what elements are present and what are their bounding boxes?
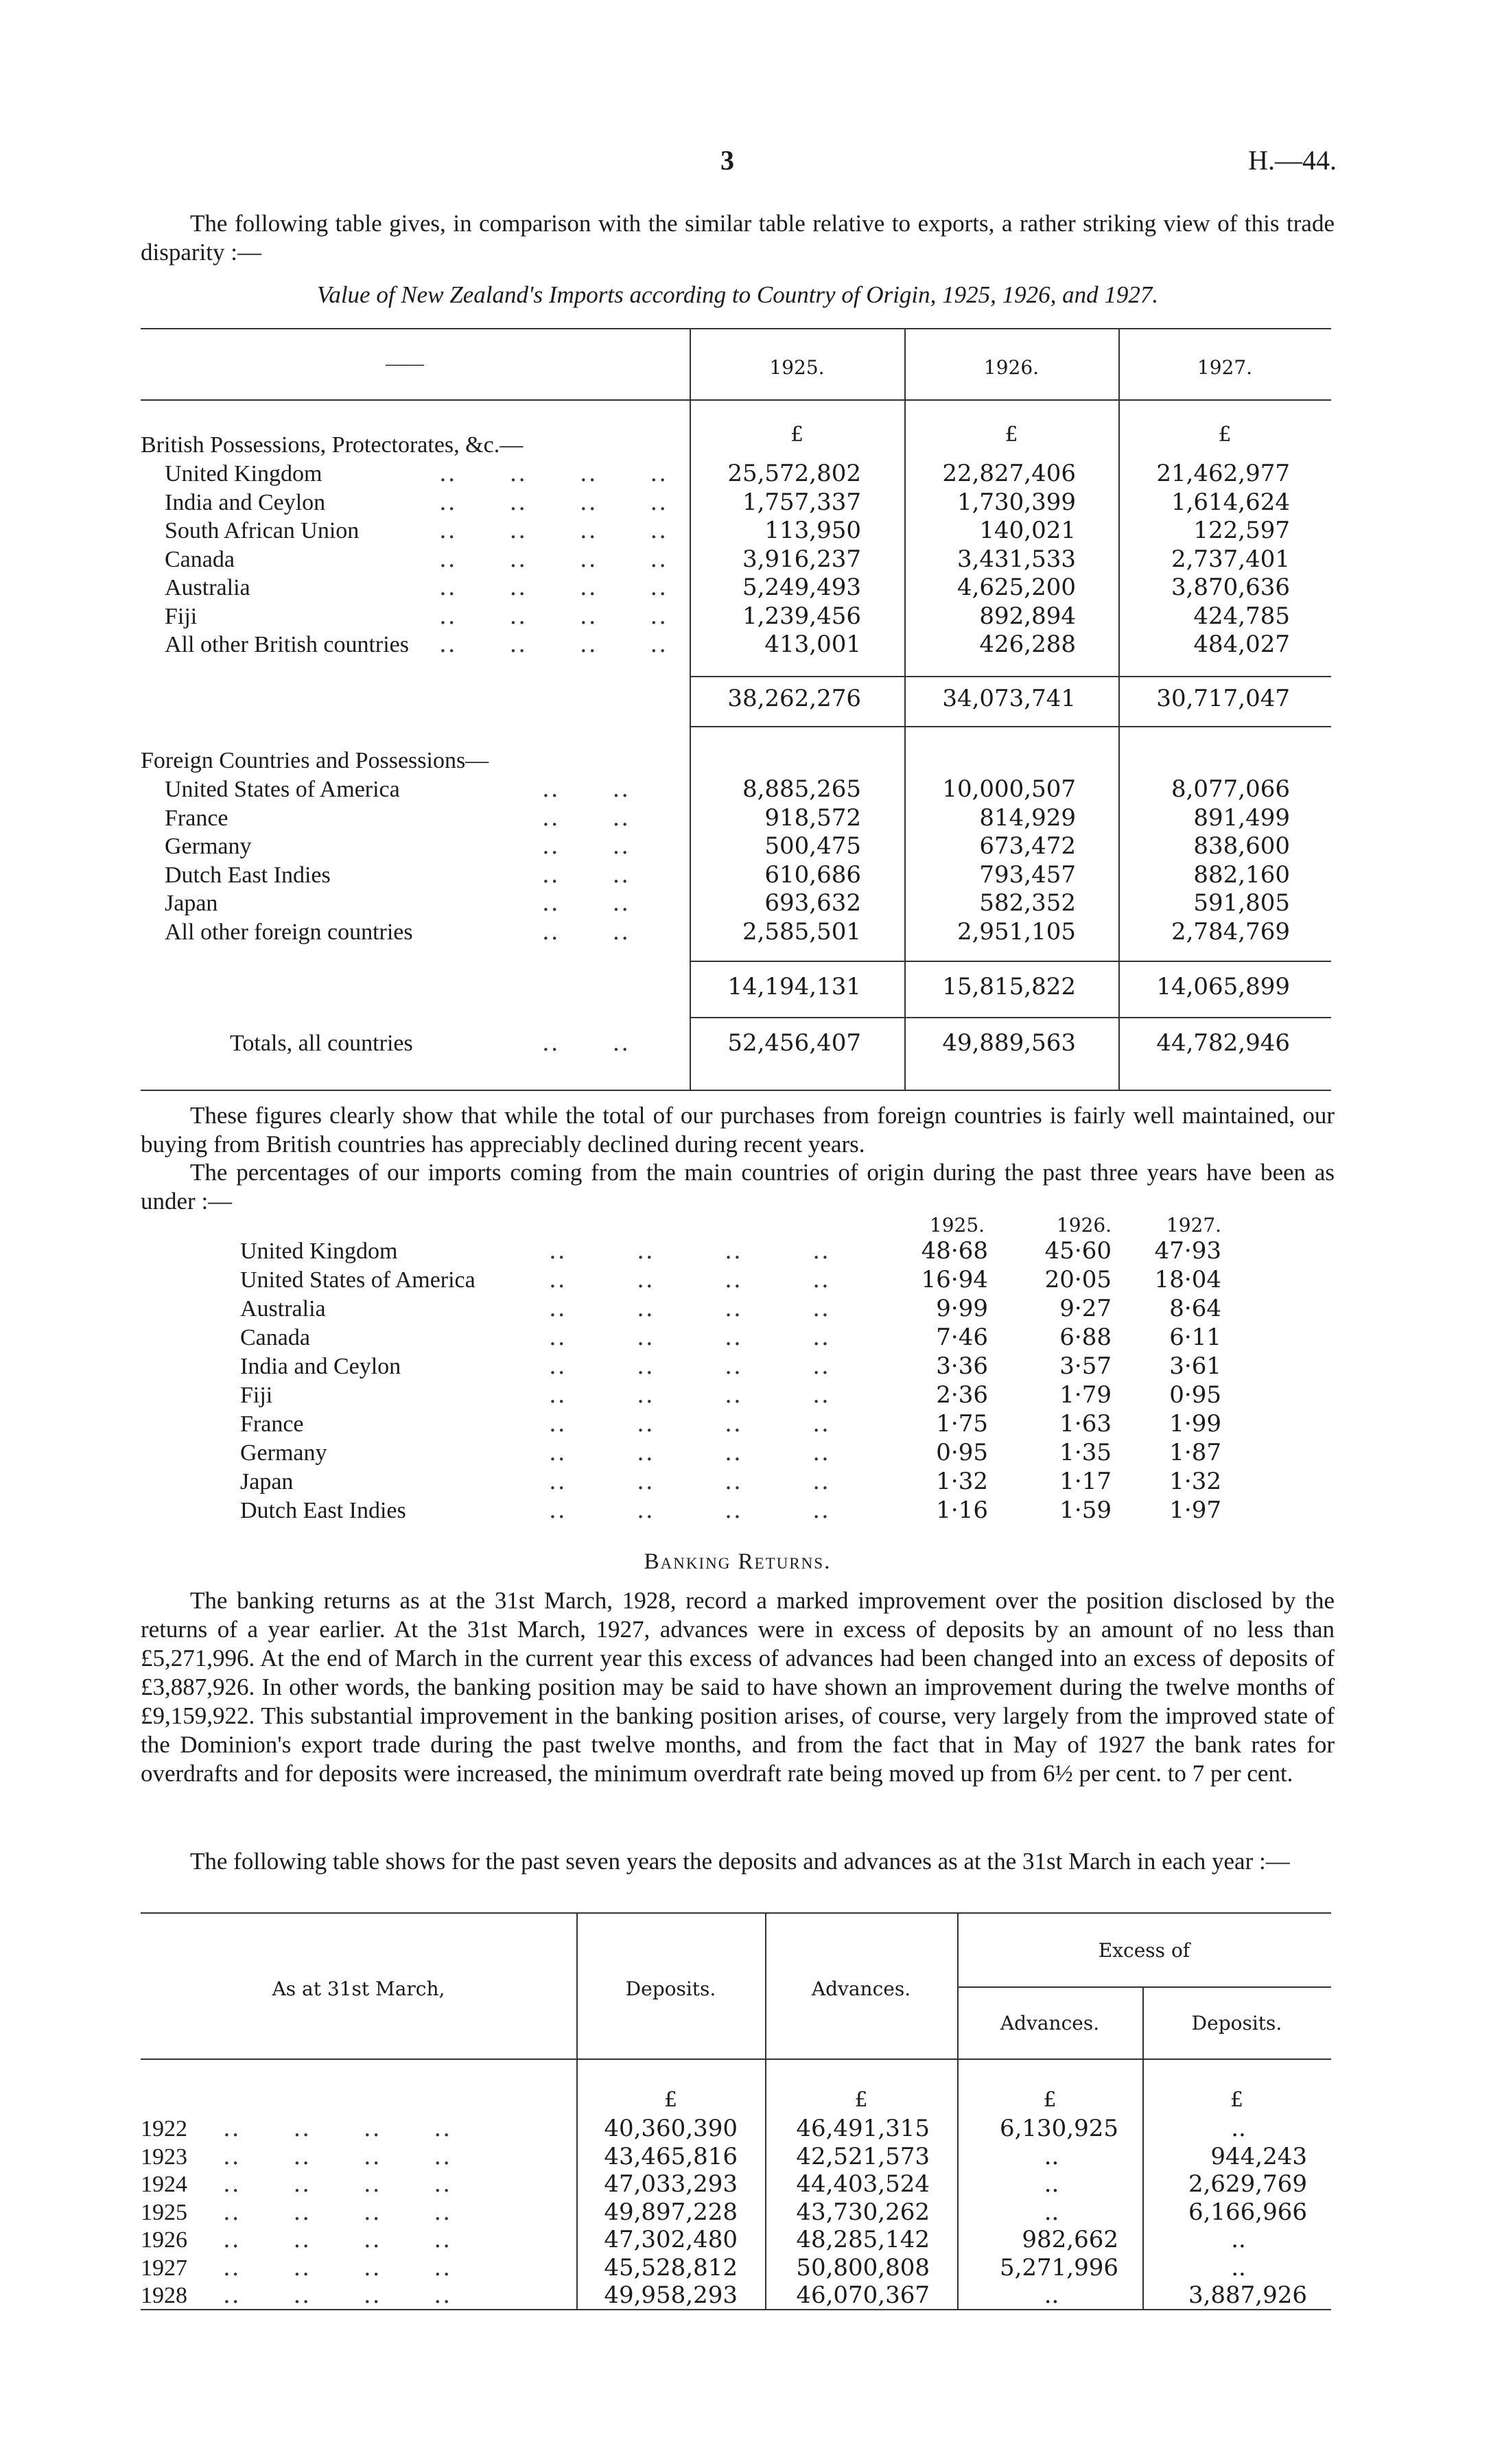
total-1925: 52,456,407 — [727, 1029, 861, 1057]
row-value: 5,249,493 — [742, 574, 861, 601]
pct-value: 47·93 — [1154, 1237, 1221, 1265]
percentages-paragraph: The percentages of our imports coming from the main countries of origin during the past three years have been as under :— — [141, 1159, 1335, 1215]
row-value: 793,457 — [979, 860, 1076, 889]
row-value: 25,572,802 — [727, 460, 861, 487]
totals-label: Totals, all countries — [230, 1031, 413, 1056]
bank-header-asat: As at 31st March, — [272, 1978, 445, 2000]
foreign-subtotal-1925: 14,194,131 — [727, 973, 861, 1000]
pct-value: 0·95 — [936, 1439, 988, 1466]
year-header-1927: 1927. — [1197, 356, 1253, 379]
pct-value: 0·95 — [1169, 1381, 1221, 1409]
bank-value: 43,730,262 — [796, 2198, 930, 2226]
row-country-name: United Kingdom — [165, 461, 322, 486]
row-value: 1,730,399 — [956, 488, 1076, 516]
leader-dots: .. .. .. .. — [439, 488, 668, 516]
bank-year: 1922 — [141, 2116, 187, 2142]
row-value: 140,021 — [979, 517, 1076, 544]
row-value: 8,077,066 — [1171, 775, 1290, 803]
leader-dots: .. .. .. .. — [439, 545, 668, 573]
bank-value: 42,521,573 — [796, 2142, 930, 2170]
row-country-name: Australia — [165, 575, 250, 600]
year-header-1925: 1925. — [769, 356, 825, 379]
bank-value: 46,491,315 — [796, 2115, 930, 2142]
leader-dots: .. .. .. .. — [223, 2115, 451, 2142]
pct-value: 1·63 — [1059, 1410, 1112, 1438]
bank-value: 48,285,142 — [796, 2226, 930, 2253]
bank-value: 49,897,228 — [604, 2198, 738, 2226]
pct-value: 9·27 — [1059, 1295, 1112, 1322]
bank-value: .. — [1044, 2142, 1059, 2170]
pct-value: 1·75 — [936, 1410, 988, 1438]
bank-value: 6,130,925 — [999, 2115, 1118, 2142]
foreign-subtotal-1926: 15,815,822 — [942, 973, 1076, 1000]
bank-value: .. — [1044, 2170, 1059, 2198]
pct-country-name: France — [240, 1411, 304, 1437]
bank-value: 5,271,996 — [999, 2253, 1118, 2281]
year-header-1926: 1926. — [983, 356, 1040, 379]
leader-dots: .. .. .. .. — [549, 1410, 830, 1438]
row-value: 2,951,105 — [956, 917, 1076, 946]
bank-value: 2,629,769 — [1188, 2170, 1307, 2198]
row-value: 3,870,636 — [1171, 574, 1290, 601]
row-value: 582,352 — [979, 889, 1076, 917]
bank-value: 3,887,926 — [1188, 2281, 1307, 2309]
stub-header: —— — [386, 353, 424, 375]
bank-value: 944,243 — [1210, 2142, 1307, 2170]
leader-dots: .. .. — [542, 889, 631, 917]
row-value: 693,632 — [764, 889, 861, 917]
leader-dots: .. .. .. .. — [223, 2281, 451, 2309]
leader-dots: .. .. — [542, 860, 631, 889]
row-value: 500,475 — [764, 832, 861, 860]
bank-value: .. — [1231, 2226, 1246, 2253]
leader-dots: .. .. — [542, 917, 631, 946]
leader-dots: .. .. .. .. — [439, 517, 668, 544]
currency-symbol: £ — [1005, 423, 1018, 447]
bank-header-deposits: Deposits. — [625, 1978, 716, 2000]
pct-value: 3·36 — [936, 1352, 988, 1380]
bank-year: 1927 — [141, 2255, 187, 2281]
pct-value: 1·16 — [936, 1497, 988, 1524]
row-value: 22,827,406 — [942, 460, 1076, 487]
bank-value: .. — [1044, 2198, 1059, 2226]
bank-header-excess-advances: Advances. — [1000, 2012, 1100, 2034]
pct-value: 1·97 — [1169, 1497, 1221, 1524]
bank-value: .. — [1231, 2115, 1246, 2142]
row-value: 1,614,624 — [1171, 488, 1290, 516]
leader-dots: .. .. — [542, 1029, 631, 1057]
leader-dots: .. .. .. .. — [549, 1266, 830, 1293]
leader-dots: .. .. .. .. — [223, 2170, 451, 2198]
bank-value: 982,662 — [1022, 2226, 1118, 2253]
row-value: 2,585,501 — [742, 917, 861, 946]
row-value: 484,027 — [1193, 631, 1290, 658]
pct-country-name: Australia — [240, 1296, 326, 1322]
row-country-name: Canada — [165, 546, 235, 572]
row-value: 814,929 — [979, 803, 1076, 832]
row-value: 424,785 — [1193, 602, 1290, 630]
bank-header-excess-deposits: Deposits. — [1191, 2012, 1282, 2034]
row-country-name: France — [165, 805, 228, 831]
leader-dots: .. .. .. .. — [439, 574, 668, 601]
bank-value: 47,302,480 — [604, 2226, 738, 2253]
pct-value: 6·88 — [1059, 1324, 1112, 1351]
pct-year-1927: 1927. — [1166, 1214, 1222, 1236]
banking-heading: Banking Returns. — [644, 1549, 832, 1574]
foreign-section-heading: Foreign Countries and Possessions— — [141, 748, 489, 773]
row-value: 882,160 — [1193, 860, 1290, 889]
pct-value: 1·99 — [1169, 1410, 1221, 1438]
currency-symbol: £ — [1043, 2088, 1057, 2112]
document-reference: H.—44. — [1248, 145, 1337, 176]
bank-header-excess-of: Excess of — [1098, 1939, 1190, 1962]
pct-value: 1·87 — [1169, 1439, 1221, 1466]
bank-value: .. — [1231, 2253, 1246, 2281]
banking-paragraph: The banking returns as at the 31st March, 1928, record a marked improvement over the position disclosed by the returns of a year earlier. At the 31st March, 1927, advances were in excess of deposits by an amount of no less than £5,271,996. At the end of March in the current year this excess of advances had been changed into an excess of deposits of £3,887,926. In other words, the banking position may be said to have shown an improvement during the twelve months of £9,159,922. This substantial improvement in the banking position arises, of course, very largely from the improved state of the Dominion's export trade during the past twelve months, and from the fact that in May of 1927 the bank rates for overdrafts and for deposits were increased, the minimum overdraft rate being moved up from 6½ per cent. to 7 per cent. — [141, 1587, 1335, 1787]
leader-dots: .. .. .. .. — [549, 1324, 830, 1351]
row-value: 21,462,977 — [1156, 460, 1290, 487]
row-value: 1,239,456 — [742, 602, 861, 630]
leader-dots: .. .. .. .. — [223, 2226, 451, 2253]
pct-value: 1·35 — [1059, 1439, 1112, 1466]
row-value: 113,950 — [764, 517, 861, 544]
figures-paragraph: These figures clearly show that while the total of our purchases from foreign countries is fairly well maintained, our buying from British countries has appreciably declined during recent years. — [141, 1102, 1335, 1158]
row-value: 3,916,237 — [742, 545, 861, 573]
row-value: 3,431,533 — [956, 545, 1076, 573]
bank-value: 49,958,293 — [604, 2281, 738, 2309]
row-value: 610,686 — [764, 860, 861, 889]
row-value: 413,001 — [764, 631, 861, 658]
pct-value: 20·05 — [1044, 1266, 1112, 1293]
leader-dots: .. .. .. .. — [223, 2253, 451, 2281]
pct-country-name: Fiji — [240, 1383, 273, 1408]
pct-value: 18·04 — [1154, 1266, 1221, 1293]
total-1926: 49,889,563 — [942, 1029, 1076, 1057]
row-value: 2,784,769 — [1171, 917, 1290, 946]
leader-dots: .. .. .. .. — [549, 1381, 830, 1409]
pct-country-name: Canada — [240, 1325, 310, 1350]
pct-country-name: Dutch East Indies — [240, 1498, 406, 1523]
leader-dots: .. .. — [542, 803, 631, 832]
banking-table-intro: The following table shows for the past seven years the deposits and advances as at the 31st March in each year :— — [190, 1848, 1290, 1875]
leader-dots: .. .. .. .. — [549, 1497, 830, 1524]
british-section-heading: British Possessions, Protectorates, &c.— — [141, 432, 524, 458]
bank-year: 1928 — [141, 2283, 187, 2308]
row-value: 426,288 — [979, 631, 1076, 658]
row-value: 8,885,265 — [742, 775, 861, 803]
leader-dots: .. .. — [542, 832, 631, 860]
currency-symbol: £ — [1218, 423, 1232, 447]
bank-year: 1923 — [141, 2144, 187, 2170]
pct-value: 1·32 — [936, 1468, 988, 1495]
row-country-name: Japan — [165, 891, 218, 916]
pct-value: 7·46 — [936, 1324, 988, 1351]
pct-value: 1·17 — [1059, 1468, 1112, 1495]
currency-symbol: £ — [854, 2088, 868, 2112]
bank-value: 45,528,812 — [604, 2253, 738, 2281]
pct-value: 9·99 — [936, 1295, 988, 1322]
pct-country-name: Germany — [240, 1440, 327, 1466]
pct-value: 3·61 — [1169, 1352, 1221, 1380]
pct-country-name: United Kingdom — [240, 1239, 398, 1264]
row-country-name: United States of America — [165, 777, 400, 802]
pct-value: 6·11 — [1169, 1324, 1221, 1351]
currency-symbol: £ — [790, 423, 804, 447]
intro-paragraph: The following table gives, in comparison with the similar table relative to exports, a rather striking view of this trade disparity :— — [141, 210, 1335, 266]
row-value: 2,737,401 — [1171, 545, 1290, 573]
row-value: 591,805 — [1193, 889, 1290, 917]
pct-value: 1·79 — [1059, 1381, 1112, 1409]
leader-dots: .. .. — [542, 775, 631, 803]
leader-dots: .. .. .. .. — [549, 1352, 830, 1380]
british-subtotal-1925: 38,262,276 — [727, 685, 861, 712]
foreign-subtotal-1927: 14,065,899 — [1156, 973, 1290, 1000]
pct-value: 45·60 — [1044, 1237, 1112, 1265]
imports-table-title: Value of New Zealand's Imports according to Country of Origin, 1925, 1926, and 1927. — [316, 281, 1159, 308]
page-number: 3 — [720, 145, 734, 176]
pct-country-name: United States of America — [240, 1267, 476, 1293]
leader-dots: .. .. .. .. — [439, 631, 668, 658]
total-1927: 44,782,946 — [1156, 1029, 1290, 1057]
leader-dots: .. .. .. .. — [549, 1295, 830, 1322]
row-country-name: India and Ceylon — [165, 489, 326, 515]
row-value: 122,597 — [1193, 517, 1290, 544]
bank-year: 1926 — [141, 2227, 187, 2253]
bank-value: .. — [1044, 2281, 1059, 2309]
row-value: 838,600 — [1193, 832, 1290, 860]
bank-value: 50,800,808 — [796, 2253, 930, 2281]
pct-value: 1·59 — [1059, 1497, 1112, 1524]
pct-year-1926: 1926. — [1056, 1214, 1112, 1236]
leader-dots: .. .. .. .. — [439, 602, 668, 630]
bank-value: 46,070,367 — [796, 2281, 930, 2309]
bank-value: 6,166,966 — [1188, 2198, 1307, 2226]
pct-value: 2·36 — [936, 1381, 988, 1409]
pct-value: 1·32 — [1169, 1468, 1221, 1495]
bank-year: 1924 — [141, 2172, 187, 2197]
leader-dots: .. .. .. .. — [223, 2198, 451, 2226]
leader-dots: .. .. .. .. — [549, 1237, 830, 1265]
row-country-name: South African Union — [165, 518, 360, 543]
pct-value: 48·68 — [921, 1237, 988, 1265]
currency-symbol: £ — [1230, 2088, 1244, 2112]
bank-value: 44,403,524 — [796, 2170, 930, 2198]
bank-value: 43,465,816 — [604, 2142, 738, 2170]
row-country-name: Fiji — [165, 603, 198, 629]
pct-value: 8·64 — [1169, 1295, 1221, 1322]
bank-year: 1925 — [141, 2199, 187, 2225]
row-value: 1,757,337 — [742, 488, 861, 516]
british-subtotal-1926: 34,073,741 — [942, 685, 1076, 712]
row-value: 673,472 — [979, 832, 1076, 860]
row-value: 4,625,200 — [956, 574, 1076, 601]
pct-value: 3·57 — [1059, 1352, 1112, 1380]
bank-value: 40,360,390 — [604, 2115, 738, 2142]
bank-value: 47,033,293 — [604, 2170, 738, 2198]
row-country-name: Germany — [165, 834, 252, 859]
pct-country-name: Japan — [240, 1469, 294, 1494]
bank-header-advances: Advances. — [811, 1978, 911, 2000]
row-value: 892,894 — [979, 602, 1076, 630]
currency-symbol: £ — [664, 2088, 678, 2112]
row-value: 10,000,507 — [942, 775, 1076, 803]
leader-dots: .. .. .. .. — [223, 2142, 451, 2170]
leader-dots: .. .. .. .. — [549, 1468, 830, 1495]
row-country-name: Dutch East Indies — [165, 862, 331, 888]
british-subtotal-1927: 30,717,047 — [1156, 685, 1290, 712]
pct-country-name: India and Ceylon — [240, 1354, 401, 1379]
leader-dots: .. .. .. .. — [549, 1439, 830, 1466]
row-country-name: All other foreign countries — [165, 919, 413, 945]
pct-value: 16·94 — [921, 1266, 988, 1293]
row-value: 891,499 — [1193, 803, 1290, 832]
pct-year-1925: 1925. — [929, 1214, 985, 1236]
row-country-name: All other British countries — [165, 632, 410, 657]
leader-dots: .. .. .. .. — [439, 460, 668, 487]
row-value: 918,572 — [764, 803, 861, 832]
